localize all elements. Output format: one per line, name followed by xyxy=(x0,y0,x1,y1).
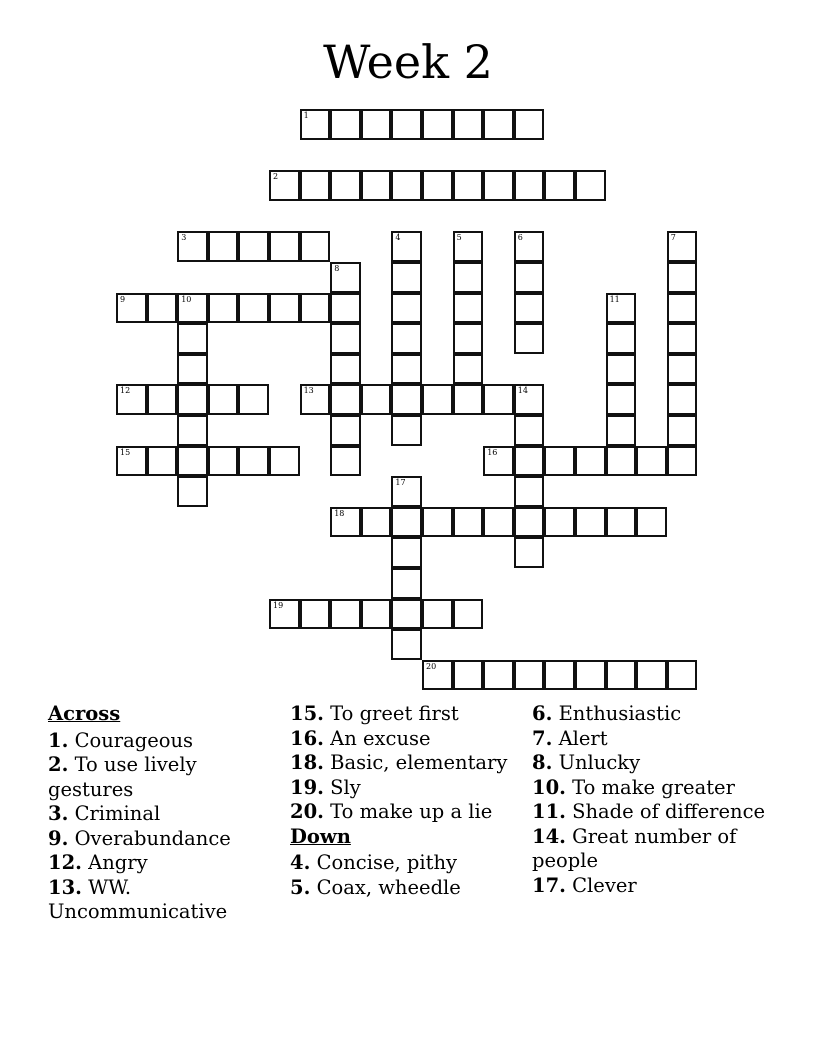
clue-down-7: 7. Alert xyxy=(532,726,608,750)
clue-across-1: 1. Courageous xyxy=(48,728,194,752)
clue-across-19: 19. Sly xyxy=(290,775,361,799)
grid-cell[interactable] xyxy=(391,262,422,293)
grid-cell[interactable] xyxy=(330,262,361,293)
grid-cell[interactable] xyxy=(300,170,331,201)
grid-cell[interactable] xyxy=(422,507,453,538)
grid-cell[interactable] xyxy=(453,323,484,354)
grid-cell[interactable] xyxy=(483,507,514,538)
grid-cell[interactable] xyxy=(177,231,208,262)
grid-cell[interactable] xyxy=(483,446,514,477)
grid-cell[interactable] xyxy=(636,446,667,477)
grid-cell[interactable] xyxy=(606,293,637,324)
grid-cell[interactable] xyxy=(422,170,453,201)
clue-down-10: 10. To make greater xyxy=(532,775,735,799)
grid-cell[interactable] xyxy=(300,384,331,415)
grid-cell[interactable] xyxy=(636,660,667,691)
clue-down-5: 5. Coax, wheedle xyxy=(290,875,461,899)
grid-cell[interactable] xyxy=(330,599,361,630)
grid-cell[interactable] xyxy=(391,507,422,538)
grid-cell[interactable] xyxy=(667,262,698,293)
grid-cell[interactable] xyxy=(330,446,361,477)
grid-cell[interactable] xyxy=(453,660,484,691)
grid-cell[interactable] xyxy=(391,537,422,568)
grid-cell[interactable] xyxy=(483,109,514,140)
grid-cell[interactable] xyxy=(453,293,484,324)
grid-cell[interactable] xyxy=(116,384,147,415)
grid-cell[interactable] xyxy=(269,293,300,324)
clue-across-18: 18. Basic, elementary xyxy=(290,751,508,774)
grid-cell[interactable] xyxy=(177,323,208,354)
grid-cell[interactable] xyxy=(422,599,453,630)
grid-cell[interactable] xyxy=(361,599,392,630)
grid-cell[interactable] xyxy=(575,507,606,538)
grid-cell[interactable] xyxy=(606,415,637,446)
grid-cell[interactable] xyxy=(330,109,361,140)
clue-number: 1 xyxy=(303,111,309,120)
clue-number: 7 xyxy=(670,233,676,243)
grid-cell[interactable] xyxy=(514,537,545,568)
grid-cell[interactable] xyxy=(391,476,422,507)
grid-cell[interactable] xyxy=(330,384,361,415)
grid-cell[interactable] xyxy=(361,507,392,538)
puzzle-title: Week 2 xyxy=(323,35,493,89)
clue-number: 13 xyxy=(303,386,314,396)
grid-cell[interactable] xyxy=(269,599,300,630)
clue-across-13: 13. WW. Uncommunicative xyxy=(48,875,228,923)
grid-cell[interactable] xyxy=(177,354,208,385)
clue-down-11: 11. Shade of difference xyxy=(532,800,766,823)
grid-cell[interactable] xyxy=(544,170,575,201)
grid-cell[interactable] xyxy=(177,384,208,415)
grid-cell[interactable] xyxy=(667,446,698,477)
grid-cell[interactable] xyxy=(391,568,422,599)
grid-cell[interactable] xyxy=(208,293,239,324)
grid-cell[interactable] xyxy=(330,323,361,354)
grid-cell[interactable] xyxy=(667,323,698,354)
grid-cell[interactable] xyxy=(514,262,545,293)
clue-down-8: 8. Unlucky xyxy=(532,751,641,774)
grid-cell[interactable] xyxy=(667,293,698,324)
grid-cell[interactable] xyxy=(514,507,545,538)
grid-cell[interactable] xyxy=(300,109,331,140)
grid-cell[interactable] xyxy=(483,170,514,201)
clue-number: 11 xyxy=(609,294,620,304)
clue-number: 9 xyxy=(120,294,126,304)
clue-across-12: 12. Angry xyxy=(48,851,148,874)
grid-cell[interactable] xyxy=(575,660,606,691)
grid-cell[interactable] xyxy=(147,446,178,477)
clue-down-14: 14. Great number of people xyxy=(532,824,737,872)
grid-cell[interactable] xyxy=(453,231,484,262)
grid-cell[interactable] xyxy=(238,231,269,262)
grid-cell[interactable] xyxy=(544,446,575,477)
grid-cell[interactable] xyxy=(514,660,545,691)
grid-cell[interactable] xyxy=(514,415,545,446)
grid-cell[interactable] xyxy=(453,262,484,293)
clue-number: 14 xyxy=(517,386,528,396)
grid-cell[interactable] xyxy=(330,170,361,201)
grid-cell[interactable] xyxy=(238,446,269,477)
grid-cell[interactable] xyxy=(147,293,178,324)
grid-cell[interactable] xyxy=(606,384,637,415)
clues-column-2 xyxy=(290,702,525,900)
grid-cell[interactable] xyxy=(269,446,300,477)
grid-cell[interactable] xyxy=(606,323,637,354)
clue-number: 18 xyxy=(334,508,345,518)
grid-cell[interactable] xyxy=(391,293,422,324)
grid-cell[interactable] xyxy=(514,170,545,201)
grid-cell[interactable] xyxy=(422,384,453,415)
grid-cell[interactable] xyxy=(667,415,698,446)
grid-cell[interactable] xyxy=(391,629,422,660)
grid-cell[interactable] xyxy=(514,231,545,262)
grid-cell[interactable] xyxy=(453,384,484,415)
grid-cell[interactable] xyxy=(606,507,637,538)
clues-column-1 xyxy=(48,702,283,925)
clue-number: 17 xyxy=(395,478,406,488)
grid-cell[interactable] xyxy=(606,354,637,385)
grid-cell[interactable] xyxy=(391,599,422,630)
clue-number: 10 xyxy=(181,294,192,304)
grid-cell[interactable] xyxy=(391,170,422,201)
clue-number: 2 xyxy=(273,172,279,182)
grid-cell[interactable] xyxy=(667,660,698,691)
grid-cell[interactable] xyxy=(147,384,178,415)
grid-cell[interactable] xyxy=(269,170,300,201)
grid-cell[interactable] xyxy=(575,446,606,477)
grid-cell[interactable] xyxy=(330,415,361,446)
grid-cell[interactable] xyxy=(514,323,545,354)
clue-number: 19 xyxy=(273,600,284,610)
grid-cell[interactable] xyxy=(177,293,208,324)
clue-number: 8 xyxy=(334,264,340,273)
grid-cell[interactable] xyxy=(177,415,208,446)
clue-number: 4 xyxy=(395,233,401,243)
grid-cell[interactable] xyxy=(575,170,606,201)
grid-cell[interactable] xyxy=(453,354,484,385)
grid-cell[interactable] xyxy=(391,354,422,385)
clue-number: 12 xyxy=(120,386,131,396)
grid-cell[interactable] xyxy=(238,293,269,324)
grid-cell[interactable] xyxy=(361,109,392,140)
grid-cell[interactable] xyxy=(330,507,361,538)
grid-cell[interactable] xyxy=(208,446,239,477)
grid-cell[interactable] xyxy=(606,660,637,691)
grid-cell[interactable] xyxy=(422,660,453,691)
clue-across-2: 2. To use lively gestures xyxy=(48,753,197,801)
grid-cell[interactable] xyxy=(514,446,545,477)
grid-cell[interactable] xyxy=(300,599,331,630)
grid-cell[interactable] xyxy=(636,507,667,538)
grid-cell[interactable] xyxy=(514,384,545,415)
grid-cell[interactable] xyxy=(116,446,147,477)
grid-cell[interactable] xyxy=(606,446,637,477)
down-header: Down xyxy=(290,824,351,848)
clue-number: 5 xyxy=(456,233,462,243)
grid-cell[interactable] xyxy=(453,109,484,140)
grid-cell[interactable] xyxy=(514,476,545,507)
clue-number: 16 xyxy=(487,447,498,457)
grid-cell[interactable] xyxy=(514,293,545,324)
clue-number: 20 xyxy=(426,661,437,671)
grid-cell[interactable] xyxy=(483,660,514,691)
grid-cell[interactable] xyxy=(361,170,392,201)
grid-cell[interactable] xyxy=(544,507,575,538)
clue-across-16: 16. An excuse xyxy=(290,726,431,750)
clue-down-4: 4. Concise, pithy xyxy=(290,851,458,874)
grid-cell[interactable] xyxy=(300,231,331,262)
clue-across-20: 20. To make up a lie xyxy=(290,800,493,823)
clues-column-3 xyxy=(532,702,772,898)
grid-cell[interactable] xyxy=(238,384,269,415)
clue-down-6: 6. Enthusiastic xyxy=(532,702,682,725)
clue-across-9: 9. Overabundance xyxy=(48,826,231,850)
grid-cell[interactable] xyxy=(391,109,422,140)
grid-cell[interactable] xyxy=(453,507,484,538)
grid-cell[interactable] xyxy=(269,231,300,262)
clue-number: 6 xyxy=(517,233,523,243)
grid-cell[interactable] xyxy=(514,109,545,140)
grid-cell[interactable] xyxy=(391,231,422,262)
grid-cell[interactable] xyxy=(422,109,453,140)
grid-cell[interactable] xyxy=(391,384,422,415)
grid-cell[interactable] xyxy=(667,384,698,415)
clue-across-3: 3. Criminal xyxy=(48,802,161,825)
across-header: Across xyxy=(48,702,121,725)
grid-cell[interactable] xyxy=(544,660,575,691)
grid-cell[interactable] xyxy=(330,354,361,385)
grid-cell[interactable] xyxy=(208,231,239,262)
clue-across-15: 15. To greet first xyxy=(290,702,459,725)
grid-cell[interactable] xyxy=(453,170,484,201)
grid-cell[interactable] xyxy=(361,384,392,415)
clue-number: 15 xyxy=(120,447,131,457)
grid-cell[interactable] xyxy=(667,354,698,385)
grid-cell[interactable] xyxy=(453,599,484,630)
grid-cell[interactable] xyxy=(483,384,514,415)
grid-cell[interactable] xyxy=(177,446,208,477)
grid-cell[interactable] xyxy=(116,293,147,324)
grid-cell[interactable] xyxy=(330,293,361,324)
grid-cell[interactable] xyxy=(300,293,331,324)
grid-cell[interactable] xyxy=(208,384,239,415)
clue-number: 3 xyxy=(181,233,187,243)
grid-cell[interactable] xyxy=(667,231,698,262)
grid-cell[interactable] xyxy=(391,415,422,446)
grid-cell[interactable] xyxy=(391,323,422,354)
grid-cell[interactable] xyxy=(177,476,208,507)
clue-down-17: 17. Clever xyxy=(532,873,637,897)
